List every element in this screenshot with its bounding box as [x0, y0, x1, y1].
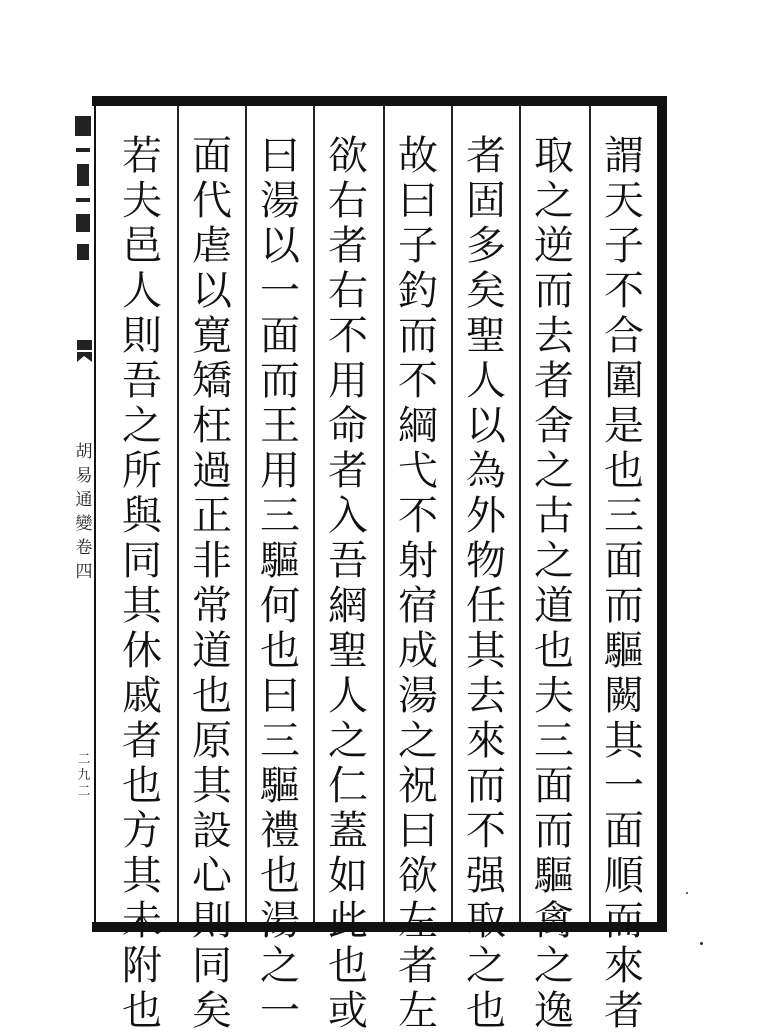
text-column [184, 133, 240, 1034]
column-character: 之 [398, 718, 438, 764]
column-character: 逆 [534, 223, 574, 269]
column-character: 代 [192, 178, 232, 224]
column-character: 不 [398, 358, 438, 404]
gutter-title-char: 變 [75, 514, 93, 534]
column-character: 曰 [398, 808, 438, 854]
column-character: 三 [534, 718, 574, 764]
column-character: 未 [122, 898, 162, 944]
column-character: 逸 [534, 988, 574, 1034]
text-column [390, 133, 446, 1034]
column-character: 驅 [604, 628, 644, 674]
column-character: 常 [192, 583, 232, 629]
column-character: 也 [192, 673, 232, 719]
column-character: 不 [466, 808, 506, 854]
column-rule [589, 106, 591, 922]
folio-char: 二 [77, 752, 91, 767]
column-character: 而 [466, 763, 506, 809]
column-character: 曰 [398, 178, 438, 224]
text-column [458, 133, 514, 1034]
gutter-title-char: 卷 [75, 538, 93, 558]
column-character: 而 [534, 808, 574, 854]
text-column [596, 133, 652, 1034]
column-character: 用 [260, 448, 300, 494]
column-character: 則 [192, 898, 232, 944]
column-character: 與 [122, 493, 162, 539]
column-character: 寛 [192, 313, 232, 359]
column-character: 之 [534, 178, 574, 224]
column-character: 來 [466, 718, 506, 764]
text-column [114, 133, 170, 1034]
column-character: 子 [604, 223, 644, 269]
column-character: 左 [398, 988, 438, 1034]
column-character: 之 [122, 403, 162, 449]
column-character: 禽 [534, 898, 574, 944]
column-character: 其 [466, 628, 506, 674]
column-character: 夫 [534, 673, 574, 719]
column-character: 也 [122, 988, 162, 1034]
paper-speck [686, 892, 688, 894]
column-rule [383, 106, 385, 922]
column-character: 曰 [260, 673, 300, 719]
column-character: 或 [328, 988, 368, 1034]
column-character: 戚 [122, 673, 162, 719]
column-rule [313, 106, 315, 922]
column-character: 三 [260, 493, 300, 539]
column-character: 原 [192, 718, 232, 764]
column-character: 左 [398, 898, 438, 944]
column-character: 成 [398, 628, 438, 674]
column-character: 而 [534, 268, 574, 314]
column-character: 休 [122, 628, 162, 674]
column-character: 矣 [466, 268, 506, 314]
column-character: 來 [604, 943, 644, 989]
column-character: 之 [534, 538, 574, 584]
column-character: 任 [466, 583, 506, 629]
column-character: 一 [260, 988, 300, 1034]
gutter-title-char: 四 [75, 562, 93, 582]
column-character: 夫 [122, 178, 162, 224]
column-character: 綱 [398, 403, 438, 449]
gutter-block-mark [77, 244, 89, 260]
column-character: 也 [604, 448, 644, 494]
column-character: 命 [328, 403, 368, 449]
column-character: 三 [260, 718, 300, 764]
column-character: 合 [604, 313, 644, 359]
column-character: 面 [260, 313, 300, 359]
column-character: 者 [328, 448, 368, 494]
gutter-block-mark [76, 214, 90, 232]
column-character: 附 [122, 943, 162, 989]
column-character: 不 [328, 313, 368, 359]
column-character: 而 [260, 358, 300, 404]
column-character: 强 [466, 853, 506, 899]
column-character: 也 [260, 628, 300, 674]
gutter-title-char: 易 [75, 466, 93, 486]
column-character: 所 [122, 448, 162, 494]
column-character: 人 [466, 358, 506, 404]
column-character: 者 [398, 943, 438, 989]
column-character: 一 [604, 763, 644, 809]
gutter-block-mark [76, 148, 90, 152]
column-character: 道 [534, 583, 574, 629]
column-character: 之 [328, 718, 368, 764]
gutter-block-mark [77, 164, 89, 186]
column-character: 湯 [398, 673, 438, 719]
column-character: 去 [466, 673, 506, 719]
column-character: 以 [192, 268, 232, 314]
column-character: 矯 [192, 358, 232, 404]
column-character: 三 [604, 493, 644, 539]
column-character: 驅 [534, 853, 574, 899]
column-character: 人 [122, 268, 162, 314]
column-character: 此 [328, 898, 368, 944]
column-character: 多 [466, 223, 506, 269]
column-character: 而 [604, 898, 644, 944]
column-character: 湯 [260, 178, 300, 224]
column-character: 也 [466, 988, 506, 1034]
column-character: 也 [122, 763, 162, 809]
column-character: 祝 [398, 763, 438, 809]
column-character: 射 [398, 538, 438, 584]
column-character: 欲 [328, 133, 368, 179]
column-character: 謂 [604, 133, 644, 179]
column-character: 則 [122, 313, 162, 359]
column-character: 取 [466, 898, 506, 944]
column-character: 王 [260, 403, 300, 449]
column-character: 之 [534, 448, 574, 494]
column-character: 枉 [192, 403, 232, 449]
column-character: 右 [328, 268, 368, 314]
frame-top-border [92, 96, 666, 106]
column-character: 物 [466, 538, 506, 584]
column-character: 其 [122, 853, 162, 899]
column-character: 闕 [604, 673, 644, 719]
column-character: 其 [192, 763, 232, 809]
column-character: 一 [260, 268, 300, 314]
column-character: 宿 [398, 583, 438, 629]
column-character: 之 [260, 943, 300, 989]
column-character: 也 [260, 853, 300, 899]
column-rule [519, 106, 521, 922]
column-character: 之 [466, 943, 506, 989]
column-character: 為 [466, 448, 506, 494]
column-character: 其 [122, 583, 162, 629]
folio-char: 九 [77, 768, 91, 783]
column-character: 古 [534, 493, 574, 539]
column-character: 也 [534, 628, 574, 674]
column-character: 固 [466, 178, 506, 224]
column-character: 吾 [122, 358, 162, 404]
column-character: 心 [192, 853, 232, 899]
column-character: 何 [260, 583, 300, 629]
column-character: 入 [328, 493, 368, 539]
column-character: 而 [398, 313, 438, 359]
column-character: 不 [398, 493, 438, 539]
column-character: 圍 [604, 358, 644, 404]
folio-char: 二 [77, 784, 91, 799]
column-rule [451, 106, 453, 922]
column-rule [245, 106, 247, 922]
column-character: 外 [466, 493, 506, 539]
column-character: 以 [260, 223, 300, 269]
gutter-block-mark [76, 198, 90, 202]
column-character: 以 [466, 403, 506, 449]
gutter-book-title [74, 440, 94, 584]
paper-speck [700, 942, 703, 945]
column-character: 舍 [534, 403, 574, 449]
column-character: 蓋 [328, 808, 368, 854]
column-character: 右 [328, 178, 368, 224]
column-character: 面 [604, 538, 644, 584]
column-character: 過 [192, 448, 232, 494]
column-character: 弋 [398, 448, 438, 494]
column-character: 是 [604, 403, 644, 449]
column-character: 去 [534, 313, 574, 359]
column-character: 湯 [260, 898, 300, 944]
column-character: 不 [604, 268, 644, 314]
column-character: 者 [534, 358, 574, 404]
column-character: 也 [328, 943, 368, 989]
column-character: 之 [534, 943, 574, 989]
column-character: 者 [466, 133, 506, 179]
column-character: 曰 [260, 133, 300, 179]
column-character: 釣 [398, 268, 438, 314]
gutter-title-char: 胡 [75, 442, 93, 462]
column-character: 者 [122, 718, 162, 764]
column-character: 仁 [328, 763, 368, 809]
frame-left-border [94, 96, 96, 930]
column-character: 禮 [260, 808, 300, 854]
column-character: 如 [328, 853, 368, 899]
column-character: 故 [398, 133, 438, 179]
column-character: 子 [398, 223, 438, 269]
column-character: 其 [604, 718, 644, 764]
gutter-block-mark [75, 116, 91, 136]
column-character: 面 [604, 808, 644, 854]
text-column [320, 133, 376, 1034]
folio-number [74, 752, 94, 800]
column-character: 驅 [260, 538, 300, 584]
column-character: 欲 [398, 853, 438, 899]
column-character: 驅 [260, 763, 300, 809]
column-character: 而 [604, 583, 644, 629]
column-character: 用 [328, 358, 368, 404]
column-character: 同 [122, 538, 162, 584]
text-column [526, 133, 582, 1034]
column-character: 虐 [192, 223, 232, 269]
fishtail-mark-icon [76, 340, 94, 366]
column-character: 正 [192, 493, 232, 539]
column-character: 面 [534, 763, 574, 809]
column-character: 方 [122, 808, 162, 854]
column-character: 取 [534, 133, 574, 179]
column-rule [177, 106, 179, 922]
column-character: 網 [328, 583, 368, 629]
column-character: 邑 [122, 223, 162, 269]
column-character: 者 [604, 988, 644, 1034]
column-character: 面 [192, 133, 232, 179]
gutter-title-char: 通 [75, 490, 93, 510]
column-character: 吾 [328, 538, 368, 584]
column-character: 非 [192, 538, 232, 584]
frame-right-border [657, 96, 667, 932]
column-character: 天 [604, 178, 644, 224]
column-character: 者 [328, 223, 368, 269]
column-character: 人 [328, 673, 368, 719]
column-character: 設 [192, 808, 232, 854]
column-character: 若 [122, 133, 162, 179]
text-column [252, 133, 308, 1034]
column-character: 聖 [466, 313, 506, 359]
column-character: 矣 [192, 988, 232, 1034]
column-character: 同 [192, 943, 232, 989]
column-character: 道 [192, 628, 232, 674]
column-character: 聖 [328, 628, 368, 674]
column-character: 順 [604, 853, 644, 899]
